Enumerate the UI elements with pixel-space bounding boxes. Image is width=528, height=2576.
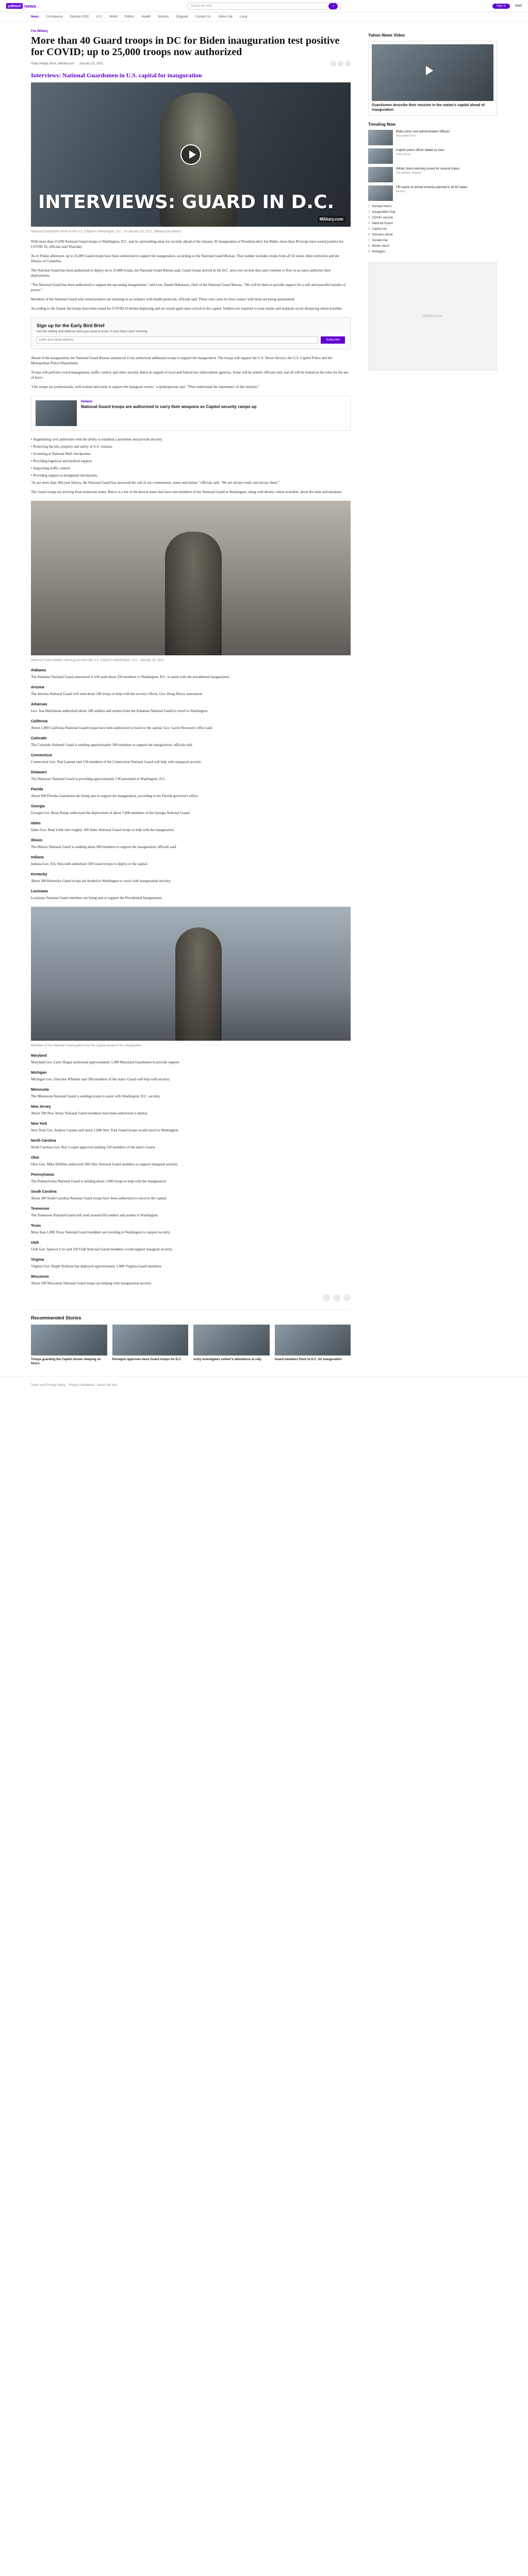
trending-item[interactable] [368, 238, 497, 244]
state-paragraph: About 300 Kentucky Guard troops are headed to Washington to assist with inauguration security. [31, 879, 171, 883]
article-headline: More than 40 Guard troops in DC for Biden inauguration test positive for COVID; up to 25,000 troops now authorized [31, 35, 340, 58]
trending-term[interactable]: Senate trial [372, 239, 388, 242]
trending-rank: 6 [368, 233, 370, 236]
sidebar-story-text [396, 130, 450, 138]
sidebar-stories [368, 130, 497, 201]
article-paragraph: Ahead of the inauguration, the National Guard Bureau announced it has authorized additional troops to support the inauguration. The troops will support the U.S. Secret Service, the U.S. Capitol Police and the Metropolitan Police Department. [31, 356, 333, 365]
sidebar-story[interactable] [368, 167, 497, 182]
state-paragraph: Ohio Gov. Mike DeWine authorized 580 Ohio National Guard members to support inaugural security. [31, 1162, 178, 1166]
recommended-title-text[interactable]: Guard members flock to D.C. for inauguration [274, 1358, 342, 1361]
article-paragraph: Members of the National Guard who tested positive are isolating in accordance with health protocols, officials said. Those who came in close contact with them are being quarantined. [31, 297, 295, 301]
twitter-share-icon[interactable] [338, 61, 343, 66]
recommended-list [31, 1325, 351, 1366]
sidebar-ad[interactable]: Advertisement [368, 262, 497, 370]
nav-tab[interactable]: Election 2020 [70, 15, 89, 19]
state-heading: Arizona [31, 686, 44, 689]
article-photo-2 [31, 907, 351, 1041]
trending-rank: 8 [368, 245, 370, 248]
article-paragraph: "The National Guard has been authorized to support the upcoming inauguration," said Gen. Daniel Hokanson, chief of the National Guard Bureau. "We will be there to provide support for a safe and peaceful transfer of power." [31, 283, 346, 292]
mission-bullets [31, 437, 351, 478]
sidebar-story-text [396, 148, 444, 157]
state-paragraph: About 500 New Jersey National Guard members have been authorized to deploy. [31, 1111, 148, 1115]
sidebar-story-title[interactable]: Biden picks new administration officials [396, 130, 450, 133]
nav-tab[interactable]: Coronavirus [46, 15, 63, 19]
sidebar [368, 27, 497, 1366]
state-paragraph: About 600 Florida Guardsmen are being sent to support the inauguration, according to the Florida governor's office. [31, 794, 199, 798]
state-paragraph: The Delaware National Guard is providing approximately 130 personnel to Washington, D.C. [31, 777, 167, 781]
video-source-logo: Military.com [318, 216, 345, 223]
trending-term[interactable]: COVID vaccine [372, 216, 393, 219]
top-bar [0, 0, 528, 12]
article-paragraph: The Guard troops are arriving from numerous states. Below is a list of the known states that have sent members of the National Guard to Washington, along with details, where available, about the units and missions. [31, 490, 342, 494]
trending-rank: 3 [368, 216, 370, 219]
video-title[interactable]: Interviews: National Guardsmen in U.S. capital for inauguration [31, 72, 202, 79]
trending-rank: 7 [368, 239, 370, 242]
state-paragraph: About 300 South Carolina National Guard troops have been authorized to travel to the capital. [31, 1196, 167, 1200]
nav-tab[interactable]: Science [158, 15, 169, 19]
state-list-part2 [31, 1054, 351, 1286]
recommended-title-text[interactable]: Army investigates soldier's attendance at rally [193, 1358, 262, 1361]
recommended-item[interactable] [193, 1325, 270, 1366]
nav-tab[interactable]: Contact Us [195, 15, 211, 19]
share-buttons [331, 61, 351, 66]
state-paragraph: The Illinois National Guard is sending about 500 members to support the inauguration, officials said. [31, 845, 177, 849]
article-paragraph: According to the Guard, the troops have been tested for COVID-19 before deploying and are tested again upon arrival in the capital. Soldiers are required to wear masks and maintain social distancing where possible. [31, 307, 343, 311]
trending-item[interactable] [368, 244, 497, 249]
state-heading: Louisiana [31, 890, 48, 893]
email-share-icon[interactable] [345, 61, 351, 66]
state-paragraph: More than 1,000 Texas National Guard members are traveling to Washington to support security. [31, 1230, 171, 1234]
related-thumbnail [36, 400, 77, 426]
newsletter-form [37, 336, 345, 344]
newsletter-email-input[interactable] [37, 336, 318, 344]
state-paragraph: Maryland Gov. Larry Hogan authorized approximately 1,000 Maryland Guardsmen to provide support. [31, 1060, 180, 1064]
article-paragraph: "In our more than 384-year history, the National Guard has answered the call of our communities, states and nation," officials said. "We are always ready and always there." [31, 481, 280, 485]
trending-rank: 2 [368, 211, 370, 214]
article-paragraph: With more than 25,000 National Guard troops in Washington, D.C. and its surrounding areas for security ahead of the January 20 inauguration of President-elect Joe Biden, more than 40 troops have tested positive for COVID-19, officials said Thursday. [31, 240, 343, 249]
state-paragraph: Virginia Gov. Ralph Northam has deployed approximately 1,000 Virginia Guard members. [31, 1264, 162, 1268]
yahoo-news-logo[interactable] [6, 3, 36, 9]
article-paragraph: Troops will perform crowd management, traffic control, and other security duties in support of local and federal law enforcement agencies. Some will be armed, officials said, and all will be trained in the rules for the use of force. [31, 370, 349, 380]
nav-tab[interactable]: Yahoo Life [218, 15, 233, 19]
end-share-actions [31, 1294, 351, 1301]
state-heading: Arkansas [31, 703, 47, 706]
nav-tab[interactable]: Local [240, 15, 248, 19]
state-paragraph: Idaho Gov. Brad Little sent roughly 100 Idaho National Guard troops to help with the inauguration. [31, 828, 175, 832]
state-heading: Ohio [31, 1156, 39, 1160]
sidebar-story-thumbnail [368, 148, 393, 164]
subscribe-button[interactable]: Subscribe [321, 336, 345, 344]
recommended-title-text[interactable]: Troops guarding the Capitol shown sleeping on floors [31, 1358, 101, 1365]
trending-term[interactable]: Capitol riot [372, 228, 387, 231]
trending-term[interactable]: Winter storm [372, 245, 390, 248]
trending-item[interactable] [368, 221, 497, 227]
state-heading: Maryland [31, 1054, 47, 1058]
sidebar-story-thumbnail [368, 130, 393, 145]
article-paragraph: The National Guard has been authorized to deploy up to 25,000 troops, the National Guard Bureau said. Guard troops arrived in the D.C. area over several days and continue to flow in as states authorize their deployments. [31, 268, 331, 278]
state-heading: South Carolina [31, 1190, 57, 1194]
signin-button[interactable]: Sign in [492, 4, 510, 9]
article-photo [31, 501, 351, 655]
article-body-part1 [31, 239, 351, 311]
photo-caption-2: Members of the National Guard patrol near the Capitol ahead of the inauguration. [31, 1044, 142, 1047]
trending-item[interactable] [368, 204, 497, 210]
nav-tab[interactable]: U.S. [96, 15, 103, 19]
sidebar-list-header: Trending Now [368, 122, 395, 127]
nav-tab[interactable]: Politics [124, 15, 135, 19]
brand-yahoo: yahoo! [6, 3, 23, 9]
trending-rank: 5 [368, 228, 370, 231]
publish-date: January 15, 2021 [79, 62, 103, 65]
facebook-share-icon[interactable] [331, 61, 336, 66]
state-heading: California [31, 720, 48, 723]
state-heading: Alabama [31, 669, 46, 672]
trending-list [368, 204, 497, 255]
search-input[interactable] [187, 3, 341, 10]
section-nav [0, 12, 528, 22]
footer: Terms and Privacy Policy · Privacy Dashboard · About Our Ads [0, 1376, 528, 1394]
recommended-item[interactable] [275, 1325, 351, 1366]
recommended-title: Recommended Stories [31, 1310, 351, 1320]
article-column [31, 27, 351, 1366]
state-heading: Illinois [31, 839, 43, 842]
state-paragraph: About 500 Wisconsin National Guard troops are helping with inauguration security. [31, 1281, 152, 1285]
video-overlay-text: INTERVIEWS: GUARD IN D.C. [38, 192, 335, 213]
state-heading: New York [31, 1122, 47, 1126]
state-heading: Pennsylvania [31, 1173, 54, 1177]
state-paragraph: Louisiana National Guard members are being sent to support the Presidential Inauguration. [31, 896, 163, 900]
state-heading: Idaho [31, 822, 41, 825]
state-paragraph: New York Gov. Andrew Cuomo said about 1,000 New York Guard troops would travel to Washington. [31, 1128, 179, 1132]
play-icon[interactable] [180, 144, 201, 165]
trending-term[interactable]: Stimulus check [372, 233, 393, 236]
photo-caption: National Guard soldiers stand guard near the U.S. Capitol in Washington, D.C., January 14, 2021. [31, 659, 165, 662]
recommended-thumbnail[interactable] [275, 1325, 351, 1355]
related-text [81, 400, 257, 426]
bullet-item: • Providing support at designated checkpoints. [31, 473, 98, 478]
related-story-card[interactable] [31, 396, 351, 431]
newsletter-title: Sign up for the Early Bird Brief [37, 323, 105, 328]
state-heading: Connecticut [31, 754, 52, 757]
nav-tab[interactable]: World [109, 15, 118, 19]
twitter-share-icon[interactable] [333, 1294, 340, 1301]
trending-item[interactable] [368, 215, 497, 221]
nav-tab[interactable]: Originals [176, 15, 189, 19]
state-heading: Colorado [31, 737, 47, 740]
photo-figure [165, 532, 222, 655]
state-paragraph: Gov. Asa Hutchinson authorized about 500 soldiers and airmen from the Arkansas National Guard to travel to Washington. [31, 709, 208, 713]
state-paragraph: Michigan Gov. Gretchen Whitmer said 500 members of the state's Guard will help with security. [31, 1077, 171, 1081]
sidebar-story[interactable] [368, 148, 497, 164]
sidebar-story-title[interactable]: Winter storm warning issued for several states [396, 167, 460, 171]
state-paragraph: Indiana Gov. Eric Holcomb authorized 500 Guard troops to deploy to the capital. [31, 862, 148, 866]
recommended-thumbnail[interactable] [31, 1325, 107, 1355]
sidebar-story-source: Yahoo News [396, 153, 410, 156]
state-paragraph: The Tennessee National Guard will send around 650 soldiers and airmen to Washington. [31, 1213, 159, 1217]
state-heading: Minnesota [31, 1088, 49, 1092]
byline [31, 61, 351, 66]
sidebar-story-text [396, 167, 459, 175]
state-paragraph: The Colorado National Guard is sending approximately 200 members to support the inauguration, officials said. [31, 743, 193, 747]
state-paragraph: The Alabama National Guard announced it will send about 250 members to Washington, D.C. to assist with the presidential inauguration. [31, 675, 230, 679]
state-paragraph: Utah Gov. Spencer Cox said 250 Utah National Guard members would support inaugural security. [31, 1247, 173, 1251]
state-heading: Delaware [31, 771, 47, 774]
sidebar-story-source: The Weather Channel [396, 172, 421, 175]
state-heading: Texas [31, 1224, 41, 1228]
sidebar-feature-video[interactable] [368, 41, 497, 116]
article-kicker[interactable]: Fox Military [31, 30, 48, 33]
sidebar-story-text [396, 185, 467, 194]
author[interactable]: Hope Hodge Seck, Military.com [31, 62, 74, 65]
email-share-icon[interactable] [343, 1294, 351, 1301]
trending-item[interactable] [368, 249, 497, 255]
video-player[interactable] [31, 82, 351, 227]
page-body [0, 22, 528, 1366]
article-body-part3 [31, 480, 351, 495]
photo-figure-2 [175, 927, 222, 1041]
article-body-part2 [31, 355, 351, 389]
state-heading: Kentucky [31, 873, 47, 876]
state-paragraph: The Minnesota National Guard is sending troops to assist with Washington, D.C. security. [31, 1094, 161, 1098]
sidebar-story-title[interactable]: Capitol police officer hailed as hero [396, 149, 444, 152]
state-paragraph: North Carolina Gov. Roy Cooper approved sending 550 members of the state's Guard. [31, 1145, 156, 1149]
sidebar-story-thumbnail [368, 185, 393, 201]
recommended-item[interactable] [31, 1325, 107, 1366]
state-paragraph: About 1,000 California National Guard troops have been authorized to travel to the capital, Gov. Gavin Newsom's office said. [31, 726, 213, 730]
sidebar-story[interactable] [368, 130, 497, 145]
facebook-share-icon[interactable] [323, 1294, 330, 1301]
search-placeholder: Search the web [190, 4, 212, 8]
article-paragraph: "Our troops are professionals, well-trained and ready to support the inaugural events," a spokesperson said. "They understand the importance of this mission." [31, 385, 259, 389]
mail-link[interactable]: Mail [515, 4, 522, 8]
sidebar-story-source: Reuters [396, 190, 405, 193]
state-paragraph: The Pennsylvania National Guard is sending about 1,000 troops to help with the inauguration. [31, 1179, 167, 1183]
state-heading: New Jersey [31, 1105, 51, 1109]
trending-rank: 1 [368, 205, 370, 208]
trending-term[interactable]: Pentagon [372, 250, 386, 253]
recommended-thumbnail[interactable] [112, 1325, 189, 1355]
bullet-item: • Screening at National Mall checkpoints. [31, 452, 91, 456]
recommended-title-text[interactable]: Pentagon approves more Guard troops for D.C. [112, 1358, 182, 1361]
trending-rank: 4 [368, 222, 370, 225]
state-paragraph: Connecticut Gov. Ned Lamont said 150 members of the Connecticut National Guard will help with inaugural security. [31, 760, 202, 764]
sidebar-feature-header: Yahoo News Video [368, 33, 405, 38]
trending-item[interactable] [368, 210, 497, 215]
brand-news: news [24, 3, 36, 9]
state-heading: Tennessee [31, 1207, 50, 1211]
newsletter-signup [31, 317, 351, 349]
search-icon[interactable]: ⌕ [328, 3, 338, 9]
top-right-actions [492, 4, 522, 9]
trending-term[interactable]: National Guard [372, 222, 393, 225]
bullet-item: • Augmenting civil authorities with the ability to establish a perimeter and provide security. [31, 437, 163, 442]
sidebar-video-title[interactable]: Guardsmen describe their mission in the nation's capital ahead of inauguration [372, 104, 485, 112]
trending-rank: 9 [368, 250, 370, 253]
state-list-part1 [31, 669, 351, 901]
trending-term[interactable]: Inauguration Day [372, 211, 396, 214]
trending-item[interactable] [368, 232, 497, 238]
state-heading: Georgia [31, 805, 45, 808]
state-heading: North Carolina [31, 1139, 56, 1143]
sidebar-story-title[interactable]: FBI warns of armed protests planned in all 50 states [396, 186, 468, 189]
video-caption: National Guardsmen arrive at the U.S. Capitol in Washington, D.C., on January 13, 2021. (Military.com photo) [31, 230, 181, 233]
sidebar-video-thumbnail[interactable] [372, 44, 493, 101]
bullet-item: • Supporting traffic control. [31, 466, 71, 470]
bullet-item: • Providing logistical and medical support. [31, 459, 93, 463]
state-heading: Indiana [31, 856, 44, 859]
nav-tab[interactable]: News [31, 15, 39, 19]
sidebar-story[interactable] [368, 185, 497, 201]
state-paragraph: Georgia Gov. Brian Kemp authorized the deployment of about 1,000 members of the Georgia National Guard. [31, 811, 190, 815]
state-paragraph: The Arizona National Guard will send about 100 troops to help with the security efforts, Gov. Doug Ducey announced. [31, 692, 203, 696]
state-heading: Wisconsin [31, 1275, 49, 1279]
recommended-item[interactable] [112, 1325, 189, 1366]
state-heading: Florida [31, 788, 43, 791]
bullet-item: • Protecting the life, property and safety of U.S. citizens. [31, 445, 113, 449]
recommended-thumbnail[interactable] [193, 1325, 270, 1355]
related-label: Related [81, 400, 92, 403]
sidebar-story-thumbnail [368, 167, 393, 182]
article-paragraph: As of Friday afternoon, up to 25,000 Guard troops have been authorized to support the inauguration, according to the National Guard Bureau. That number includes troops from all 50 states, three territories and the District of Columbia. [31, 254, 339, 263]
trending-item[interactable] [368, 227, 497, 232]
state-heading: Utah [31, 1241, 39, 1245]
trending-term[interactable]: Kamala Harris [372, 205, 392, 208]
related-title[interactable]: National Guard troops are authorized to carry their weapons as Capitol security ramps up [81, 404, 257, 409]
sidebar-story-source: Associated Press [396, 134, 416, 138]
newsletter-description: Get the military and defense news you need to know, in your inbox each morning. [37, 330, 148, 333]
state-heading: Michigan [31, 1071, 47, 1075]
nav-tab[interactable]: Health [141, 15, 151, 19]
state-heading: Virginia [31, 1258, 44, 1262]
